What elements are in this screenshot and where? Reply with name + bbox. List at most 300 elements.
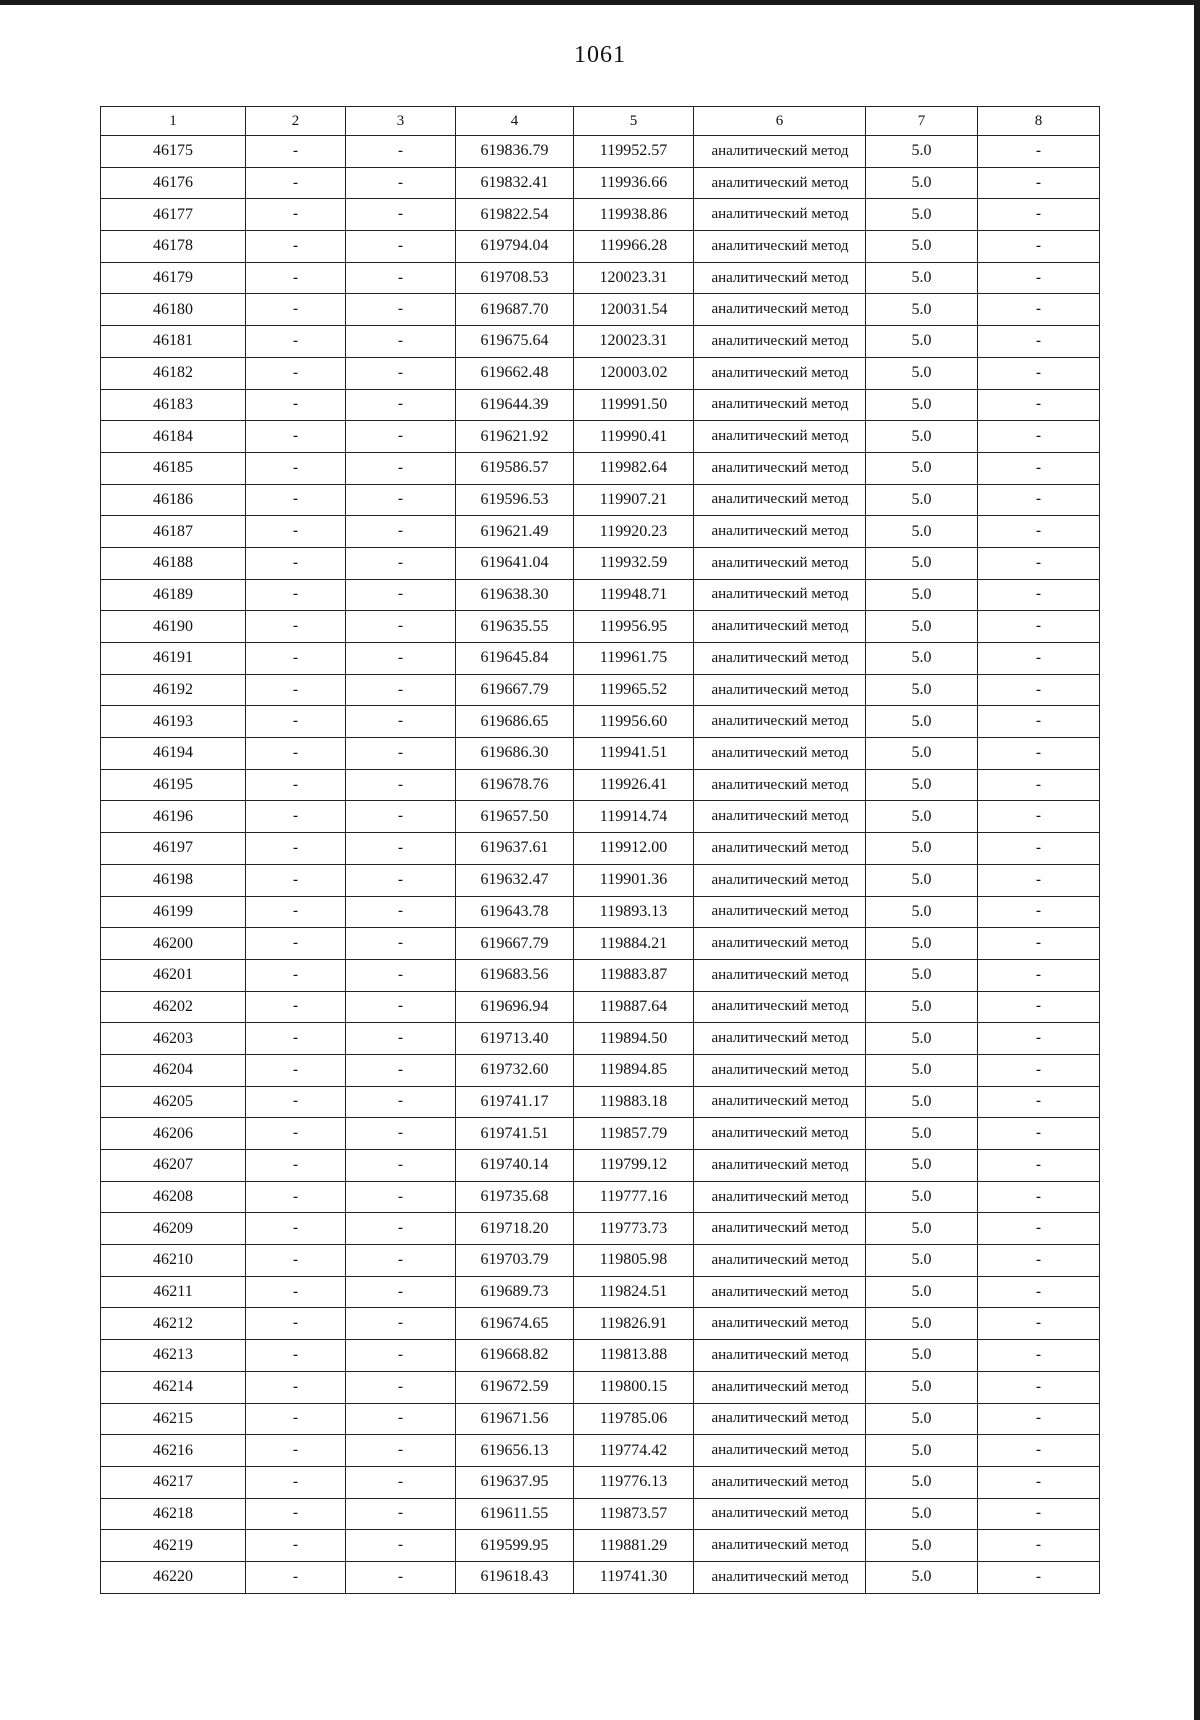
cell-col-8-value: - (978, 706, 1100, 738)
cell-accuracy: 5.0 (866, 833, 978, 865)
cell-method: аналитический метод (694, 1213, 866, 1245)
cell-x-coordinate: 619645.84 (456, 643, 574, 675)
cell-col-3-value: - (346, 516, 456, 548)
cell-col-2-value: - (246, 1276, 346, 1308)
cell-col-2-value: - (246, 1371, 346, 1403)
cell-point-number: 46206 (101, 1118, 246, 1150)
cell-method: аналитический метод (694, 1086, 866, 1118)
cell-col-2-value: - (246, 864, 346, 896)
cell-col-3-value: - (346, 769, 456, 801)
cell-col-2-value: - (246, 611, 346, 643)
cell-col-2-value: - (246, 326, 346, 358)
cell-col-2-value: - (246, 1054, 346, 1086)
cell-x-coordinate: 619741.51 (456, 1118, 574, 1150)
cell-y-coordinate: 119873.57 (574, 1498, 694, 1530)
cell-col-3-value: - (346, 643, 456, 675)
cell-col-3-value: - (346, 1530, 456, 1562)
cell-y-coordinate: 119956.60 (574, 706, 694, 738)
cell-x-coordinate: 619667.79 (456, 674, 574, 706)
cell-y-coordinate: 119805.98 (574, 1245, 694, 1277)
cell-x-coordinate: 619638.30 (456, 579, 574, 611)
cell-y-coordinate: 119932.59 (574, 547, 694, 579)
cell-point-number: 46179 (101, 262, 246, 294)
cell-col-3-value: - (346, 1245, 456, 1277)
cell-y-coordinate: 119966.28 (574, 231, 694, 263)
table-row (101, 1245, 1100, 1277)
cell-accuracy: 5.0 (866, 706, 978, 738)
cell-x-coordinate: 619599.95 (456, 1530, 574, 1562)
table-row (101, 1150, 1100, 1182)
cell-col-2-value: - (246, 991, 346, 1023)
table-row (101, 294, 1100, 326)
cell-y-coordinate: 120023.31 (574, 326, 694, 358)
cell-x-coordinate: 619836.79 (456, 136, 574, 168)
cell-x-coordinate: 619822.54 (456, 199, 574, 231)
cell-col-8-value: - (978, 959, 1100, 991)
cell-col-2-value: - (246, 643, 346, 675)
cell-x-coordinate: 619662.48 (456, 357, 574, 389)
cell-y-coordinate: 119894.85 (574, 1054, 694, 1086)
cell-point-number: 46205 (101, 1086, 246, 1118)
cell-col-8-value: - (978, 199, 1100, 231)
column-header-8: 8 (978, 107, 1100, 136)
cell-method: аналитический метод (694, 326, 866, 358)
cell-x-coordinate: 619643.78 (456, 896, 574, 928)
page-number: 1061 (574, 42, 626, 68)
cell-col-3-value: - (346, 706, 456, 738)
cell-method: аналитический метод (694, 357, 866, 389)
cell-x-coordinate: 619674.65 (456, 1308, 574, 1340)
cell-x-coordinate: 619689.73 (456, 1276, 574, 1308)
cell-accuracy: 5.0 (866, 864, 978, 896)
cell-accuracy: 5.0 (866, 262, 978, 294)
column-header-5: 5 (574, 107, 694, 136)
cell-point-number: 46204 (101, 1054, 246, 1086)
cell-col-2-value: - (246, 1466, 346, 1498)
cell-y-coordinate: 119952.57 (574, 136, 694, 168)
cell-x-coordinate: 619671.56 (456, 1403, 574, 1435)
cell-col-3-value: - (346, 1118, 456, 1150)
cell-point-number: 46210 (101, 1245, 246, 1277)
cell-y-coordinate: 119961.75 (574, 643, 694, 675)
cell-method: аналитический метод (694, 1435, 866, 1467)
cell-col-8-value: - (978, 1150, 1100, 1182)
cell-col-3-value: - (346, 1213, 456, 1245)
cell-x-coordinate: 619637.95 (456, 1466, 574, 1498)
cell-col-2-value: - (246, 1213, 346, 1245)
cell-point-number: 46216 (101, 1435, 246, 1467)
cell-y-coordinate: 120031.54 (574, 294, 694, 326)
cell-col-3-value: - (346, 1466, 456, 1498)
table-row (101, 1466, 1100, 1498)
table-row (101, 1086, 1100, 1118)
cell-col-8-value: - (978, 421, 1100, 453)
table-body (101, 136, 1100, 1594)
cell-point-number: 46190 (101, 611, 246, 643)
cell-col-3-value: - (346, 1371, 456, 1403)
cell-x-coordinate: 619735.68 (456, 1181, 574, 1213)
table-row (101, 389, 1100, 421)
cell-col-2-value: - (246, 1498, 346, 1530)
table-row (101, 1340, 1100, 1372)
cell-col-8-value: - (978, 1023, 1100, 1055)
cell-accuracy: 5.0 (866, 1498, 978, 1530)
cell-x-coordinate: 619672.59 (456, 1371, 574, 1403)
cell-x-coordinate: 619618.43 (456, 1561, 574, 1593)
cell-x-coordinate: 619683.56 (456, 959, 574, 991)
cell-y-coordinate: 119881.29 (574, 1530, 694, 1562)
table-row (101, 231, 1100, 263)
cell-col-2-value: - (246, 1561, 346, 1593)
cell-y-coordinate: 119938.86 (574, 199, 694, 231)
cell-col-3-value: - (346, 421, 456, 453)
cell-accuracy: 5.0 (866, 1023, 978, 1055)
cell-y-coordinate: 119857.79 (574, 1118, 694, 1150)
cell-accuracy: 5.0 (866, 769, 978, 801)
cell-accuracy: 5.0 (866, 1213, 978, 1245)
cell-x-coordinate: 619586.57 (456, 452, 574, 484)
cell-y-coordinate: 119883.18 (574, 1086, 694, 1118)
cell-col-8-value: - (978, 231, 1100, 263)
cell-col-3-value: - (346, 1498, 456, 1530)
cell-accuracy: 5.0 (866, 167, 978, 199)
cell-col-8-value: - (978, 1118, 1100, 1150)
table-row (101, 706, 1100, 738)
cell-col-2-value: - (246, 769, 346, 801)
table-row (101, 643, 1100, 675)
table-row (101, 199, 1100, 231)
cell-accuracy: 5.0 (866, 801, 978, 833)
cell-x-coordinate: 619641.04 (456, 547, 574, 579)
cell-col-8-value: - (978, 928, 1100, 960)
cell-accuracy: 5.0 (866, 674, 978, 706)
table-row (101, 262, 1100, 294)
cell-method: аналитический метод (694, 1498, 866, 1530)
cell-point-number: 46189 (101, 579, 246, 611)
cell-x-coordinate: 619732.60 (456, 1054, 574, 1086)
cell-y-coordinate: 119774.42 (574, 1435, 694, 1467)
cell-method: аналитический метод (694, 991, 866, 1023)
cell-accuracy: 5.0 (866, 1245, 978, 1277)
cell-col-8-value: - (978, 326, 1100, 358)
table-header-row (101, 107, 1100, 136)
cell-method: аналитический метод (694, 738, 866, 770)
cell-y-coordinate: 119901.36 (574, 864, 694, 896)
cell-method: аналитический метод (694, 1530, 866, 1562)
cell-col-3-value: - (346, 484, 456, 516)
cell-point-number: 46213 (101, 1340, 246, 1372)
cell-method: аналитический метод (694, 611, 866, 643)
cell-y-coordinate: 120003.02 (574, 357, 694, 389)
table-row (101, 1276, 1100, 1308)
cell-x-coordinate: 619635.55 (456, 611, 574, 643)
cell-col-3-value: - (346, 959, 456, 991)
cell-accuracy: 5.0 (866, 1086, 978, 1118)
cell-col-8-value: - (978, 674, 1100, 706)
cell-x-coordinate: 619687.70 (456, 294, 574, 326)
cell-y-coordinate: 119799.12 (574, 1150, 694, 1182)
cell-col-3-value: - (346, 1023, 456, 1055)
cell-accuracy: 5.0 (866, 1466, 978, 1498)
cell-x-coordinate: 619741.17 (456, 1086, 574, 1118)
table-row (101, 167, 1100, 199)
cell-col-3-value: - (346, 1308, 456, 1340)
cell-point-number: 46200 (101, 928, 246, 960)
cell-col-3-value: - (346, 357, 456, 389)
cell-y-coordinate: 119800.15 (574, 1371, 694, 1403)
cell-col-3-value: - (346, 1054, 456, 1086)
cell-y-coordinate: 119785.06 (574, 1403, 694, 1435)
cell-col-8-value: - (978, 738, 1100, 770)
cell-col-8-value: - (978, 136, 1100, 168)
cell-accuracy: 5.0 (866, 991, 978, 1023)
table-row (101, 1054, 1100, 1086)
cell-col-2-value: - (246, 231, 346, 263)
cell-method: аналитический метод (694, 547, 866, 579)
table-row (101, 1308, 1100, 1340)
table-row (101, 1371, 1100, 1403)
cell-col-2-value: - (246, 738, 346, 770)
cell-x-coordinate: 619686.30 (456, 738, 574, 770)
cell-x-coordinate: 619632.47 (456, 864, 574, 896)
cell-point-number: 46218 (101, 1498, 246, 1530)
cell-col-2-value: - (246, 1403, 346, 1435)
cell-col-8-value: - (978, 452, 1100, 484)
cell-col-2-value: - (246, 516, 346, 548)
cell-col-3-value: - (346, 1403, 456, 1435)
cell-accuracy: 5.0 (866, 1118, 978, 1150)
table-row (101, 357, 1100, 389)
cell-col-3-value: - (346, 167, 456, 199)
cell-method: аналитический метод (694, 1181, 866, 1213)
cell-point-number: 46191 (101, 643, 246, 675)
cell-x-coordinate: 619621.92 (456, 421, 574, 453)
cell-x-coordinate: 619708.53 (456, 262, 574, 294)
cell-x-coordinate: 619794.04 (456, 231, 574, 263)
cell-accuracy: 5.0 (866, 611, 978, 643)
table-row (101, 611, 1100, 643)
cell-col-3-value: - (346, 231, 456, 263)
cell-accuracy: 5.0 (866, 136, 978, 168)
cell-accuracy: 5.0 (866, 1403, 978, 1435)
cell-method: аналитический метод (694, 928, 866, 960)
cell-col-2-value: - (246, 136, 346, 168)
cell-method: аналитический метод (694, 1403, 866, 1435)
cell-y-coordinate: 119887.64 (574, 991, 694, 1023)
cell-x-coordinate: 619678.76 (456, 769, 574, 801)
cell-point-number: 46195 (101, 769, 246, 801)
cell-col-8-value: - (978, 262, 1100, 294)
cell-x-coordinate: 619675.64 (456, 326, 574, 358)
cell-point-number: 46203 (101, 1023, 246, 1055)
cell-accuracy: 5.0 (866, 231, 978, 263)
cell-point-number: 46181 (101, 326, 246, 358)
cell-method: аналитический метод (694, 1340, 866, 1372)
cell-method: аналитический метод (694, 769, 866, 801)
cell-point-number: 46220 (101, 1561, 246, 1593)
cell-accuracy: 5.0 (866, 326, 978, 358)
cell-col-2-value: - (246, 833, 346, 865)
cell-point-number: 46178 (101, 231, 246, 263)
cell-col-2-value: - (246, 1435, 346, 1467)
cell-method: аналитический метод (694, 452, 866, 484)
cell-y-coordinate: 119893.13 (574, 896, 694, 928)
cell-point-number: 46201 (101, 959, 246, 991)
cell-accuracy: 5.0 (866, 1150, 978, 1182)
cell-y-coordinate: 119956.95 (574, 611, 694, 643)
cell-method: аналитический метод (694, 231, 866, 263)
cell-method: аналитический метод (694, 421, 866, 453)
table-row (101, 452, 1100, 484)
cell-col-8-value: - (978, 579, 1100, 611)
cell-point-number: 46184 (101, 421, 246, 453)
cell-accuracy: 5.0 (866, 928, 978, 960)
cell-accuracy: 5.0 (866, 1561, 978, 1593)
cell-point-number: 46175 (101, 136, 246, 168)
cell-method: аналитический метод (694, 1150, 866, 1182)
cell-method: аналитический метод (694, 1118, 866, 1150)
cell-point-number: 46211 (101, 1276, 246, 1308)
cell-x-coordinate: 619703.79 (456, 1245, 574, 1277)
cell-col-8-value: - (978, 896, 1100, 928)
cell-col-8-value: - (978, 1276, 1100, 1308)
cell-method: аналитический метод (694, 896, 866, 928)
table-row (101, 991, 1100, 1023)
cell-col-8-value: - (978, 643, 1100, 675)
scan-border-top (0, 0, 1200, 5)
cell-accuracy: 5.0 (866, 1371, 978, 1403)
cell-col-8-value: - (978, 1498, 1100, 1530)
cell-col-2-value: - (246, 706, 346, 738)
table-row (101, 1213, 1100, 1245)
cell-col-3-value: - (346, 389, 456, 421)
cell-col-8-value: - (978, 167, 1100, 199)
cell-col-2-value: - (246, 547, 346, 579)
scan-border-right (1194, 0, 1200, 1720)
cell-point-number: 46188 (101, 547, 246, 579)
table-row (101, 1118, 1100, 1150)
cell-method: аналитический метод (694, 1371, 866, 1403)
cell-x-coordinate: 619686.65 (456, 706, 574, 738)
cell-col-3-value: - (346, 1276, 456, 1308)
cell-point-number: 46197 (101, 833, 246, 865)
cell-col-8-value: - (978, 1308, 1100, 1340)
cell-x-coordinate: 619656.13 (456, 1435, 574, 1467)
cell-col-8-value: - (978, 833, 1100, 865)
cell-method: аналитический метод (694, 136, 866, 168)
cell-method: аналитический метод (694, 579, 866, 611)
cell-y-coordinate: 119948.71 (574, 579, 694, 611)
cell-col-8-value: - (978, 357, 1100, 389)
cell-y-coordinate: 120023.31 (574, 262, 694, 294)
cell-col-2-value: - (246, 199, 346, 231)
cell-accuracy: 5.0 (866, 199, 978, 231)
table-row (101, 1530, 1100, 1562)
cell-point-number: 46194 (101, 738, 246, 770)
cell-method: аналитический метод (694, 294, 866, 326)
cell-col-8-value: - (978, 547, 1100, 579)
cell-accuracy: 5.0 (866, 484, 978, 516)
cell-y-coordinate: 119883.87 (574, 959, 694, 991)
cell-method: аналитический метод (694, 167, 866, 199)
cell-col-2-value: - (246, 421, 346, 453)
cell-accuracy: 5.0 (866, 643, 978, 675)
table-row (101, 769, 1100, 801)
cell-y-coordinate: 119777.16 (574, 1181, 694, 1213)
table-row (101, 421, 1100, 453)
cell-point-number: 46212 (101, 1308, 246, 1340)
cell-method: аналитический метод (694, 801, 866, 833)
cell-point-number: 46182 (101, 357, 246, 389)
table-row (101, 864, 1100, 896)
cell-y-coordinate: 119926.41 (574, 769, 694, 801)
cell-col-2-value: - (246, 674, 346, 706)
cell-col-2-value: - (246, 1181, 346, 1213)
cell-point-number: 46208 (101, 1181, 246, 1213)
column-header-4: 4 (456, 107, 574, 136)
cell-point-number: 46183 (101, 389, 246, 421)
cell-col-3-value: - (346, 262, 456, 294)
cell-method: аналитический метод (694, 1466, 866, 1498)
cell-y-coordinate: 119936.66 (574, 167, 694, 199)
column-header-2: 2 (246, 107, 346, 136)
cell-col-3-value: - (346, 1086, 456, 1118)
cell-accuracy: 5.0 (866, 294, 978, 326)
cell-col-3-value: - (346, 294, 456, 326)
cell-point-number: 46209 (101, 1213, 246, 1245)
cell-accuracy: 5.0 (866, 389, 978, 421)
cell-accuracy: 5.0 (866, 357, 978, 389)
cell-col-3-value: - (346, 928, 456, 960)
cell-point-number: 46185 (101, 452, 246, 484)
cell-col-2-value: - (246, 452, 346, 484)
cell-point-number: 46187 (101, 516, 246, 548)
table-row (101, 959, 1100, 991)
cell-y-coordinate: 119884.21 (574, 928, 694, 960)
cell-col-8-value: - (978, 1245, 1100, 1277)
cell-point-number: 46180 (101, 294, 246, 326)
cell-col-8-value: - (978, 484, 1100, 516)
cell-col-2-value: - (246, 1086, 346, 1118)
cell-col-8-value: - (978, 1466, 1100, 1498)
cell-col-3-value: - (346, 199, 456, 231)
cell-accuracy: 5.0 (866, 421, 978, 453)
table-row (101, 1498, 1100, 1530)
cell-col-8-value: - (978, 389, 1100, 421)
cell-col-3-value: - (346, 1561, 456, 1593)
cell-col-3-value: - (346, 738, 456, 770)
cell-method: аналитический метод (694, 864, 866, 896)
column-header-6: 6 (694, 107, 866, 136)
cell-method: аналитический метод (694, 516, 866, 548)
cell-col-2-value: - (246, 167, 346, 199)
cell-accuracy: 5.0 (866, 1340, 978, 1372)
cell-y-coordinate: 119965.52 (574, 674, 694, 706)
cell-x-coordinate: 619621.49 (456, 516, 574, 548)
cell-x-coordinate: 619696.94 (456, 991, 574, 1023)
cell-col-3-value: - (346, 1435, 456, 1467)
cell-point-number: 46193 (101, 706, 246, 738)
cell-accuracy: 5.0 (866, 896, 978, 928)
cell-y-coordinate: 119914.74 (574, 801, 694, 833)
cell-method: аналитический метод (694, 199, 866, 231)
cell-col-8-value: - (978, 1371, 1100, 1403)
table-row (101, 1181, 1100, 1213)
cell-col-3-value: - (346, 326, 456, 358)
cell-x-coordinate: 619718.20 (456, 1213, 574, 1245)
cell-col-3-value: - (346, 674, 456, 706)
cell-col-8-value: - (978, 801, 1100, 833)
